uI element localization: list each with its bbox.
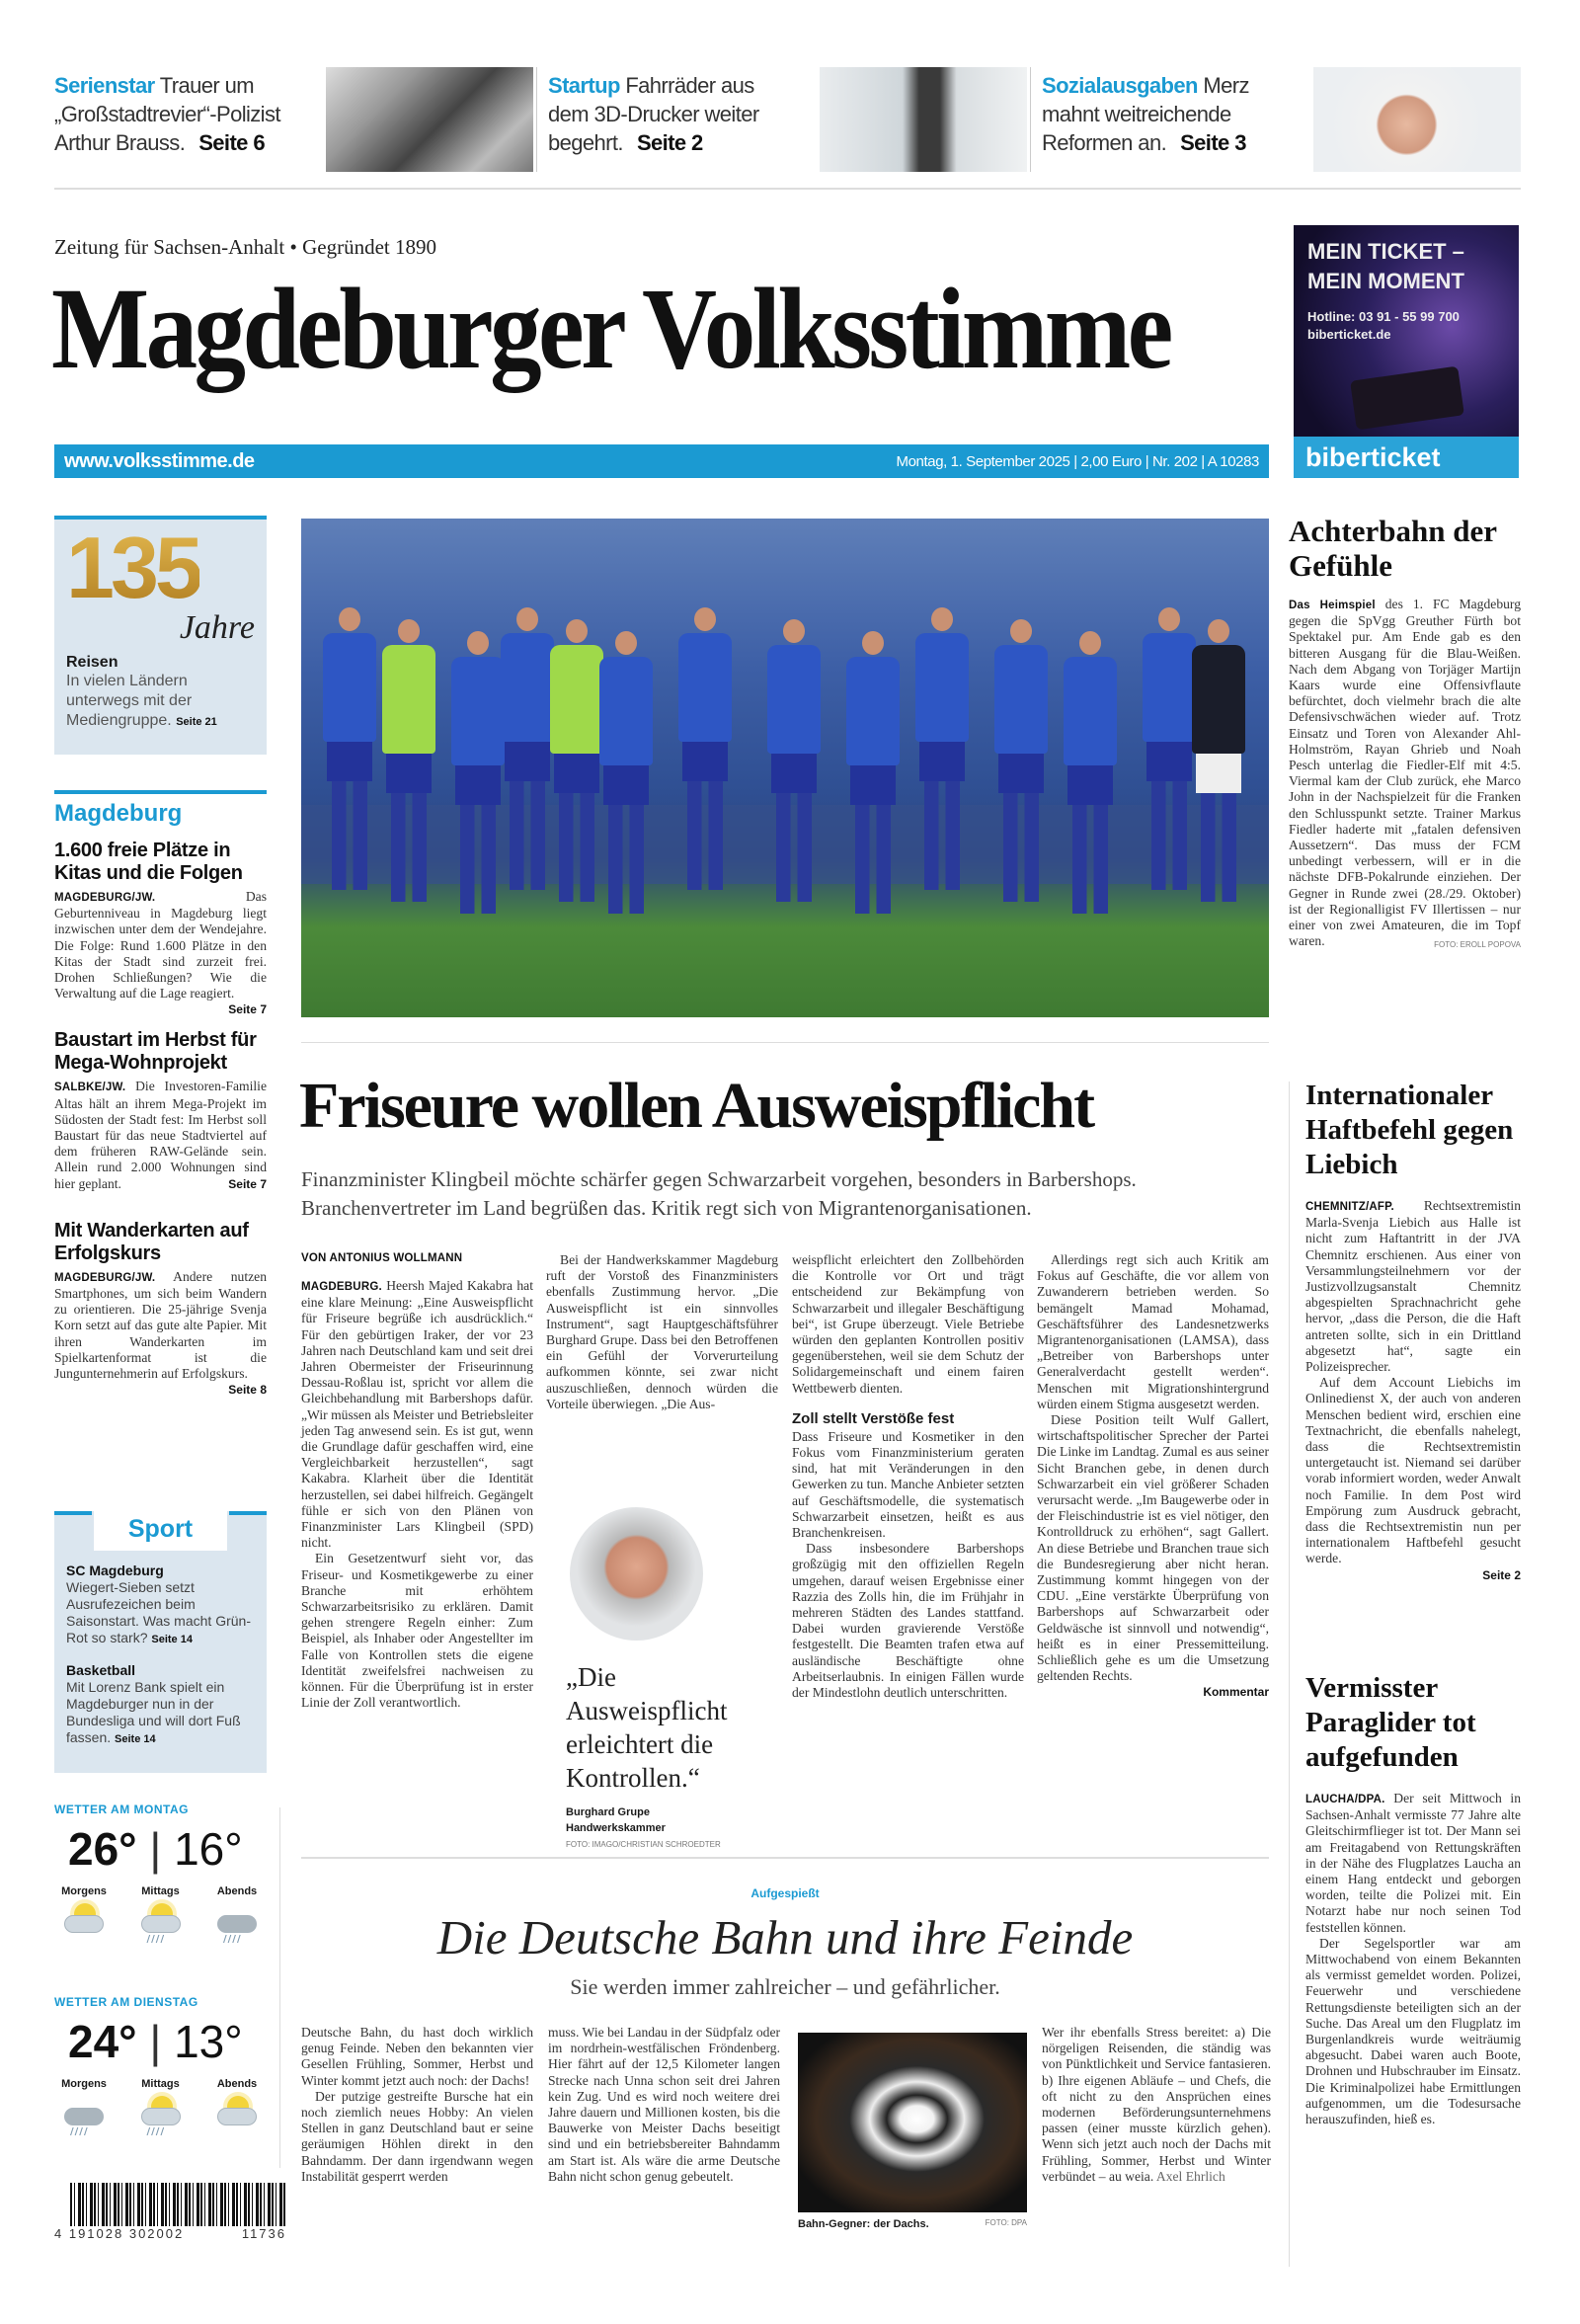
anniversary-box[interactable] [54, 516, 267, 755]
player-figure [992, 619, 1050, 904]
page-ref: Seite 2 [1482, 1567, 1521, 1582]
badger-photo [798, 2033, 1027, 2212]
phone-image [1350, 366, 1464, 431]
pull-quote: „Die Ausweispflicht erleichtert die Kontrollen.“ [566, 1662, 728, 1794]
player-figure [380, 619, 437, 904]
page-ref: Seite 7 [228, 1176, 267, 1191]
page-ref: Seite 8 [228, 1383, 267, 1398]
anniversary-text: In vielen Ländern unterwegs mit der Mediengruppe. [66, 673, 193, 729]
paragraph: Dass Friseure und Kosmetiker in den Fokus vom Finanzministerium geraten sind, hat mit Veränderungen in den Gewerken zu tun. Manche Anbieter setzten auf Geschäftsmodelle, die systematisch Schwarzarbeit einsetzen, heißt es aus Branchenkreisen. [792, 1428, 1024, 1541]
item-title: 1.600 freie Plätze in Kitas und die Folgen [54, 840, 243, 884]
divider [1030, 67, 1031, 172]
photo-caption-row [798, 2218, 1027, 2230]
sun-rain-icon: //// [131, 1901, 191, 1945]
slot-label: Mittags [141, 1885, 180, 1897]
photo-story[interactable] [1289, 514, 1521, 953]
rain-cloud-icon: //// [207, 1901, 267, 1945]
dateline: CHEMNITZ/AFP. [1305, 1201, 1394, 1213]
page-ref: Seite 14 [115, 1733, 156, 1745]
main-photo [301, 519, 1269, 1017]
slot-label: Abends [216, 1885, 258, 1897]
lead-headline[interactable]: Friseure wollen Ausweispflicht [299, 1070, 1094, 1142]
dateline: MAGDEBURG/JW. [54, 892, 156, 904]
article-col-4 [1037, 1252, 1269, 1701]
player-figure [321, 607, 378, 904]
item-text: Das Geburtenniveau in Magdeburg liegt inzwischen unter dem der Wendejahre. Die Folge: Rund 1.600 Plätze in den Kitas der Stadt sind zurzeit frei. Drohen Schließungen? Wie die Verwaltung auf die Lage reagiert. [54, 889, 267, 1002]
page-ref: Seite 6 [198, 130, 265, 155]
glosse-col-1 [301, 2025, 533, 2185]
temperature [68, 1822, 272, 1876]
news-item[interactable] [1305, 1079, 1521, 1583]
temp-low: 16° [174, 1823, 243, 1875]
article-col-2 [546, 1252, 778, 1849]
teaser-kicker: Sozialausgaben [1042, 73, 1198, 98]
masthead-bar [54, 444, 1269, 478]
slot-label: Morgens [61, 1885, 107, 1897]
item-body [66, 1579, 259, 1648]
paragraph: Diese Position teilt Wulf Gallert, wirtschaftspolitischer Sprecher der Partei Die Linke im Landtag. Zumal es aus seiner Sicht Branchen gebe, in denen durch Schwarzarbeit ein viel größerer Schaden verursacht werde. „Im Baugewerbe oder in der Fleischindustrie ist es viel nötiger, den Kontrolldruck zu erhöhen“, sagt Gallert. An diese Betriebe und Branchen traue sich die Bundesregierung aber nicht heran. Zustimmung kommt hingegen von der CDU. „Eine verstärkte Überprüfung von Barbershops auf Schwarzarbeit oder Geldwäsche ist sinnvoll und notwendig“, heißt es in einer Pressemitteilung. Schließlich gehe es um die Umsetzung geltenden Rechts. [1037, 1412, 1269, 1684]
lead-subhead: Finanzminister Klingbeil möchte schärfer gegen Schwarzarbeit vorgehen, besonders in Barbershops. Branchenvertreter im Land begrüßen das. Kritik regt sich von Migrantenorganisationen. [301, 1167, 1137, 1220]
paragraph: Der putzige gestreifte Bursche hat ein noch ziemlich neues Hobby: An vielen Stellen in ganz Deutschland baut er seine geräumigen Höhlen direkt in den Bahndamm. Der dann irgendwann wegen Instabilität gesperrt werden [301, 2088, 533, 2184]
slot-label: Mittags [141, 2078, 180, 2090]
comment-ref[interactable]: Kommentar [1203, 1685, 1269, 1700]
ad-hotline: Hotline: 03 91 - 55 99 700 [1307, 309, 1460, 324]
quote-name: Burghard Grupe [566, 1806, 650, 1819]
news-title: Internationaler Haftbefehl gegen Liebich [1305, 1080, 1514, 1180]
local-section [54, 790, 267, 1398]
tagline: Zeitung für Sachsen-Anhalt • Gegründet 1890 [54, 235, 437, 259]
local-item[interactable] [54, 1029, 267, 1191]
story-title: Achterbahn der Gefühle [1289, 514, 1497, 583]
temp-low: 13° [174, 2016, 243, 2067]
temp-separator: | [136, 1823, 175, 1875]
barcode-addon: 11736 [241, 2226, 286, 2241]
divider [279, 1807, 280, 2168]
paragraph: muss. Wie bei Landau in der Südpfalz oder im nordrhein-westfälischen Fröndenberg. Hier fährt auf der 12,5 Kilometer langen Strecke nach Unna schon seit drei Jahren kein Zug. Und es wird noch weitere drei Jahre dauern und Millionen kosten, bis die Bauwerke von Meister Dachs beseitigt sind und ein betriebsbereiter Bahndamm am Start ist. Als wäre die arme Deutsche Bahn nicht schon genug gebeutelt. [548, 2025, 780, 2184]
divider [301, 1042, 1269, 1043]
weather-slot [207, 1885, 267, 1945]
item-body [54, 1268, 267, 1398]
slot-label: Morgens [61, 2078, 107, 2090]
news-body [1305, 1198, 1521, 1582]
website-link[interactable]: www.volksstimme.de [64, 449, 255, 472]
paragraph: Dass insbesondere Barbershops großzügig mit den offiziellen Regeln umgehen, darauf weisen Ergebnisse einer Razzia des Zolls hin, die im Frühjahr in mehreren Städten des Landes stattfand. Dabei wurden gravierende Verstöße festgestellt. Die Beamten trafen etwa auf ausländische Beschäftigte ohne Arbeitserlaubnis. In einigen Fällen wurde der Mindestlohn deutlich unterschritten. [792, 1541, 1024, 1701]
weather-slots [54, 1885, 267, 1945]
section-title: Magdeburg [54, 800, 183, 827]
ad-headline-1: MEIN TICKET – [1307, 239, 1464, 264]
paragraph: Allerdings regt sich auch Kritik am Fokus auf Geschäfte, die vor allem von Zuwanderern betrieben werden. So bemängelt Mamad Mohamad, Geschäftsführer des Landesnetzwerks Migrantenorganisationen (LAMSA), dass „Betreiber von Barbershops unter Generalverdacht gestellt werden“. Menschen mit Migrationshintergrund würden einem Stigma ausgesetzt werden. [1037, 1252, 1269, 1411]
section-title: Sport [94, 1511, 227, 1551]
temperature [68, 2015, 272, 2068]
news-title: Vermisster Paraglider tot aufgefunden [1305, 1672, 1476, 1773]
paragraph: weispflicht erleichtert den Zollbehörden die Kontrolle vor Ort und trägt entscheidend zur Bekämpfung von Schwarzarbeit und illegaler Beschäftigung bei“, ist Grupe überzeugt. Viele Betriebe würden den geplanten Kontrollen positiv gegenüberstehen, weil sie dem Schutz der Solidargemeinschaft und einem fairen Wettbewerb dienten. [792, 1252, 1024, 1396]
glosse-kicker: Aufgespießt [750, 1886, 820, 1900]
masthead-title: Magdeburger Volksstimme [51, 264, 1170, 393]
photo-credit: FOTO: IMAGO/CHRISTIAN SCHROEDTER [566, 1840, 721, 1850]
glosse-col-3 [1042, 2025, 1271, 2185]
paragraph [301, 1278, 533, 1551]
paragraph-text: Rechtsextremistin Marla-Svenja Liebich aus Halle ist nicht zum Haftantritt in der JVA Chemnitz erschienen. Aus einer von Versammlungsteilnehmern vor der Justizvollzugsanstalt Chemnitz abgespielten Sprachnachricht gehe hervor, „dass die Person, die die Haft antreten sollte, sich in ein Drittland abgesetzt hat“, sagte ein Polizeisprecher. [1305, 1198, 1521, 1375]
ad-contact [1307, 308, 1460, 344]
divider [229, 1511, 267, 1515]
paragraph: Auf dem Account Liebichs im Onlinedienst X, der auch von anderen Menschen bedient wird, erschien eine Textnachricht, die ebenfalls nahelegt, dass die Rechtsextremistin untergetaucht ist. Niemand sei darüber vorab informiert worden, weder Anwalt noch Familie. In dem Post wird Empörung zum Ausdruck gebracht, dass die Rechtsextremistin nun per internationalem Haftbefehl gesucht werde. [1305, 1375, 1521, 1566]
paragraph: Deutsche Bahn, du hast doch wirklich genug Feinde. Neben den bekannten vier Gesellen Frühling, Sommer, Herbst und Winter kommt jetzt auch noch: der Dachs! [301, 2025, 533, 2088]
page-ref: Seite 2 [636, 130, 703, 155]
player-figure [597, 631, 655, 904]
article-col-3 [792, 1252, 1024, 1701]
teaser-1-photo [326, 67, 533, 172]
news-item[interactable] [1305, 1671, 1521, 2127]
page-ref: Seite 21 [176, 716, 217, 728]
column-body [301, 1278, 533, 1711]
teaser-1[interactable] [54, 71, 311, 157]
barcode-digits: 4 191028 302002 [54, 2226, 185, 2241]
glosse-subtitle: Sie werden immer zahlreicher – und gefährlicher. [570, 1974, 1000, 1999]
anniversary-word: Jahre [179, 609, 255, 646]
paragraph-text: Heersh Majed Kakabra hat eine klare Meinung: „Eine Ausweispflicht für Friseure begrüße ich ausdrücklich.“ Für den gebürtigen Iraker, der vor 23 Jahren nach Deutschland kam und seit drei Jahren Obermeister der Friseurinnung Dessau-Roßlau ist, spricht vor allem die Gleichbehandlung mit Barbershops dafür. „Wir müssen als Meister und Betriebsleiter jeden Tag anwesend sein. Es ist gut, wenn die Grundlage dafür geschaffen wird, eine Vergleichbarkeit herzustellen“, sagt Kakabra. Klarheit über die Identität herzustellen, sei dabei hilfreich. Gegängelt fühle er sich von den Plänen von Finanzminister Lars Klingbeil (SPD) nicht. [301, 1278, 533, 1551]
page-ref: Seite 7 [228, 1002, 267, 1017]
barcode-bars [70, 2183, 286, 2226]
item-text: Mit Lorenz Bank spielt ein Magdeburger nun in der Bundesliga und will dort Fuß fassen. [66, 1679, 241, 1745]
temp-separator: | [136, 2016, 175, 2067]
sun-cloud-icon [54, 1901, 114, 1945]
weather-slot [131, 2078, 191, 2137]
column-body [1037, 1252, 1269, 1700]
news-body [1305, 1791, 1521, 2127]
divider [536, 67, 537, 172]
story-text: des 1. FC Magdeburg gegen die SpVgg Greuther Fürth bot Spektakel pur. Am Ende gab es den bitteren Ausgang für die Blau-Weißen. Nach dem Abgang von Torjäger Martijn Kaars wurde eine Offensivflaute befürchtet, doch vielmehr brach die alte Defensivschwächen wieder auf. Trotz Einsatz und Toren von Alexander Ahl-Holmström, Rayan Ghrieb und Noah Pesch unterlag die Fiedler-Elf mit 4:5. Viermal kam der Club zurück, ehe Marco John in der Nachspielzeit für die Franken den Schlusspunkt setzte. Trainer Markus Fiedler haderte mit „fatalen defensiven Aussetzern“. Das muss der FCM unbedingt verbessern, will er in die nächste DFB-Pokalrunde einziehen. Der Gegner in Runde zwei (28./29. Oktober) ist der Regionalligist FV Illertissen – nur einer von zwei Amateuren, die im Topf waren. [1289, 597, 1521, 949]
player-figure [1062, 631, 1119, 904]
local-item[interactable] [54, 1219, 267, 1398]
weather-label: WETTER AM MONTAG [54, 1803, 189, 1816]
ad-site: biberticket.de [1307, 327, 1391, 342]
paragraph: Bei der Handwerkskammer Magdeburg ruft der Vorstoß des Finanzministers ebenfalls Zustimmung hervor. „Die Ausweispflicht ist ein sinnvolles Instrument“, sagt Hauptgeschäftsführer Burghard Grupe. Dass bei den Betroffenen ein Gefühl der Vorverurteilung aufkommen könnte, sei zwar nicht auszuschließen, dennoch würden die Vorteile überwiegen. „Die Aus- [546, 1252, 778, 1411]
ad-headline-2: MEIN MOMENT [1307, 269, 1464, 293]
glosse-title[interactable]: Die Deutsche Bahn und ihre Feinde [436, 1910, 1134, 1964]
sport-box[interactable] [54, 1511, 267, 1773]
weather-slot [54, 1885, 114, 1945]
paragraph: Der Segelsportler war am Mittwochabend von einem Bekannten als vermisst gemeldet worden. Polizei, Feuerwehr und verschiedene Rettungsdienste beteiligten sich an der Suche. Das Areal um den Flugplatz im Burgenlandkreis wurde weiträumig abgesucht. Dabei waren auch Boote, Drohnen und Hubschrauber im Einsatz. Die Kriminalpolizei habe Ermittlungen aufgenommen, um die Todesursache herauszufinden, hieß es. [1305, 1935, 1521, 2127]
divider [301, 1857, 1269, 1859]
photo-credit: FOTO: DPA [985, 2218, 1027, 2227]
item-title: Basketball [66, 1662, 136, 1678]
item-title: Mit Wanderkarten auf Erfolgskurs [54, 1219, 249, 1264]
article-subheading: Zoll stellt Verstöße fest [792, 1409, 955, 1427]
item-body [66, 1679, 259, 1748]
column-body [546, 1252, 778, 1412]
article-col-1 [301, 1252, 533, 1711]
teaser-text: Merz mahnt weitreichende Reformen an. [1042, 73, 1249, 155]
teaser-3[interactable] [1042, 71, 1279, 157]
dateline: LAUCHA/DPA. [1305, 1794, 1385, 1805]
teaser-text: Trauer um „Großstadtrevier“-Polizist Arthur Brauss. [54, 73, 280, 155]
weather-slot [131, 1885, 191, 1945]
weather-monday [54, 1803, 272, 1945]
teaser-kicker: Serienstar [54, 73, 155, 98]
divider [54, 790, 267, 794]
sun-rain-icon: //// [131, 2094, 191, 2137]
paragraph [1305, 1791, 1521, 1936]
paragraph-text: Wer ihr ebenfalls Stress bereitet: a) Die nörgeligen Reisenden, die ständig was von Pünktlichkeit und Service fantasieren. b) Ihre eigenen Abläufe – und Chefs, die oft nicht zu den Ansprüchen eines modernen Beförderungsunternehmens passen (einer musste kürzlich gehen). Wenn sich jetzt auch noch der Dachs mit Frühling, Sommer, Herbst und Winter verbündet – au weia. [1042, 2025, 1271, 2184]
author: Axel Ehrlich [1155, 2168, 1225, 2184]
slot-label: Abends [216, 2078, 258, 2090]
player-figure [676, 607, 734, 904]
weather-label: WETTER AM DIENSTAG [54, 1995, 198, 2009]
page-ref: Seite 3 [1180, 130, 1246, 155]
column-body [792, 1429, 1024, 1701]
rain-cloud-icon: //// [54, 2094, 114, 2137]
teaser-2[interactable] [548, 71, 785, 157]
teaser-2-photo [820, 67, 1027, 172]
item-title: Baustart im Herbst für Mega-Wohnprojekt [54, 1029, 257, 1075]
divider [54, 188, 1521, 190]
teaser-kicker: Startup [548, 73, 620, 98]
quote-attribution [566, 1804, 778, 1836]
weather-slot [54, 2078, 114, 2137]
player-figure [765, 619, 823, 904]
anniversary-body [66, 672, 255, 732]
dateline: MAGDEBURG. [301, 1281, 382, 1293]
divider [54, 1511, 92, 1515]
weather-tuesday [54, 1995, 272, 2137]
item-text: Die Investoren-Familie Altas hält an ihrem Mega-Projekt im Südosten der Stadt fest: Im Herbst soll Baustart für das neue Stadtviertel auf dem früheren RAW-Gelände sein. Allein rund 2.000 Wohnungen sind hier geplant. [54, 1079, 267, 1191]
byline: VON ANTONIUS WOLLMANN [301, 1252, 463, 1264]
anniversary-number: 135 [66, 519, 199, 616]
sun-cloud-icon [207, 2094, 267, 2137]
dateline: SALBKE/JW. [54, 1082, 126, 1094]
item-body [54, 1079, 267, 1191]
sport-items [66, 1563, 259, 1748]
lead-in: Das Heimspiel [1289, 600, 1376, 611]
barcode [54, 2183, 286, 2241]
paragraph [1042, 2025, 1271, 2185]
page-ref: Seite 14 [151, 1634, 193, 1645]
glosse-col-2 [548, 2025, 780, 2185]
paragraph [1305, 1198, 1521, 1375]
item-title: SC Magdeburg [66, 1563, 164, 1578]
player-figure [1190, 619, 1247, 904]
weather-slots [54, 2078, 267, 2137]
dateline: MAGDEBURG/JW. [54, 1271, 156, 1284]
weather-slot [207, 2078, 267, 2137]
ad-headline [1307, 237, 1464, 296]
divider [1289, 1082, 1290, 2267]
item-text: Andere nutzen Smartphones, um sich beim Wandern zu orientieren. Die 25-jährige Svenja Korn setzt auf das gute alte Papier. Mit ihren Wanderkarten im Spielkartenformat ist die Jungunternehmerin auf Erfolgskurs. [54, 1268, 267, 1382]
ad-biberticket[interactable] [1294, 225, 1519, 478]
column-body [792, 1252, 1024, 1397]
anniversary-panel [54, 520, 267, 755]
photo-caption: Bahn-Gegner: der Dachs. [798, 2218, 929, 2230]
item-text: Wiegert-Sieben setzt Ausrufezeichen beim Saisonstart. Was macht Grün-Rot so stark? [66, 1579, 251, 1645]
temp-high: 26° [68, 1823, 137, 1875]
story-body [1289, 597, 1521, 949]
temp-high: 24° [68, 2016, 137, 2067]
anniversary-title: Reisen [66, 654, 118, 671]
ad-brand: biberticket [1294, 437, 1519, 478]
player-figure [913, 607, 971, 904]
local-item[interactable] [54, 840, 267, 1017]
paragraph-text: Der seit Mittwoch in Sachsen-Anhalt vermisste 77 Jahre alte Gleitschirmflieger ist tot. Der Mann sei am Freitagabend von Rettungskräften in der Nähe des Flugplatzes Laucha an einem Hang entdeckt und geborgen worden, teilte die Polizei mit. Ein Notarzt habe nur noch seinen Tod feststellen können. [1305, 1791, 1521, 1935]
player-figure [844, 631, 902, 904]
item-body [54, 889, 267, 1017]
barcode-numbers [54, 2226, 286, 2241]
quote-role: Handwerkskammer [566, 1822, 666, 1835]
teaser-text: Fahrräder aus dem 3D-Drucker weiter begehrt. [548, 73, 759, 155]
issue-info: Montag, 1. September 2025 | 2,00 Euro | Nr. 202 | A 10283 [896, 452, 1259, 470]
photo-credit: FOTO: EROLL POPOVA [1434, 940, 1521, 950]
teaser-3-photo [1313, 67, 1521, 172]
paragraph: Ein Gesetzentwurf sieht vor, das Friseur- und Kosmetikgewerbe zu einer Branche mit erhöhtem Schwarzarbeitsrisiko zu erklären. Damit gehen strengere Regeln einher: Zum Beispiel, als Inhaber oder Angestellter im Falle von Kontrollen stets die eigene Identität zweifelsfrei nachweisen zu können. Für die Überprüfung ist in erster Linie der Zoll verantwortlich. [301, 1551, 533, 1711]
quote-portrait [570, 1507, 703, 1641]
